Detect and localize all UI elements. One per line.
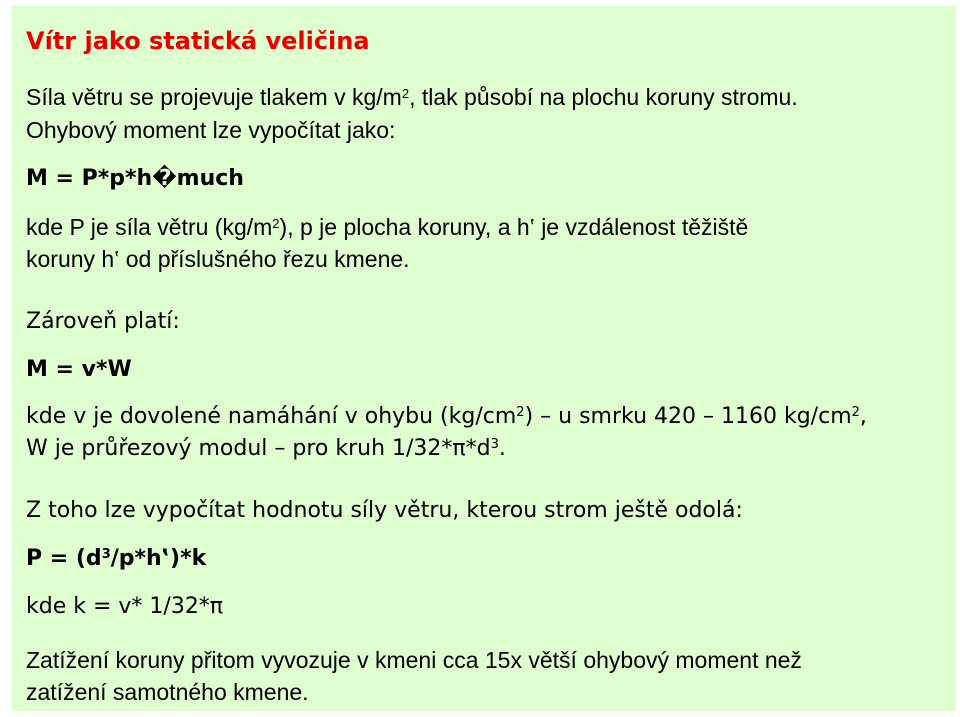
paragraph-definitions-line2: koruny h‛ od příslušného řezu kmene. [26,246,410,272]
slide [12,6,956,711]
text: Síla větru se projevuje tlakem v kg/m [26,84,402,110]
text: , tlak působí na plochu koruny stromu. [409,84,798,110]
paragraph-definitions-line1 [26,214,748,240]
paragraph-k-definition: kde k = v* 1/32*π [26,594,224,619]
text: kde P je síla větru (kg/m [26,214,273,240]
paragraph-stress-line2 [26,436,506,462]
text: , [859,404,867,429]
text: ), p je plocha koruny, a h‛ je vzdálenost těžiště [279,214,749,240]
superscript: 3 [490,437,499,452]
paragraph-wind-force-intro: Z toho lze vypočítat hodnotu síly větru, kterou strom ještě odolá: [26,498,743,523]
superscript: 2 [516,405,525,420]
text: W je průřezový modul – pro kruh 1/32*π*d [26,436,491,461]
text: kde v je dovolené namáhání v ohybu (kg/cm [26,404,517,429]
superscript: 3 [101,547,111,562]
paragraph-stress-line1 [26,404,867,430]
paragraph-crown-load-line1: Zatížení koruny přitom vyvozuje v kmeni cca 15x větší ohybový moment než [26,647,802,673]
text: /p*h‛)*k [110,546,207,571]
text: P = (d [26,546,102,571]
formula-moment: M = P*p*h�much [26,166,244,191]
paragraph-also-holds: Zároveň platí: [26,309,180,334]
paragraph-moment-intro: Ohybový moment lze vypočítat jako: [26,117,396,143]
paragraph-wind-pressure [26,84,798,110]
superscript: 2 [272,216,280,231]
superscript: 2 [401,86,410,101]
formula-wind-force [26,546,206,572]
text: . [498,436,506,461]
slide-title: Vítr jako statická veličina [26,27,370,55]
paragraph-crown-load-line2: zatížení samotného kmene. [26,679,309,705]
formula-section-modulus: M = v*W [26,357,132,382]
superscript: 2 [851,405,860,420]
text: ) – u smrku 420 – 1160 kg/cm [524,404,852,429]
